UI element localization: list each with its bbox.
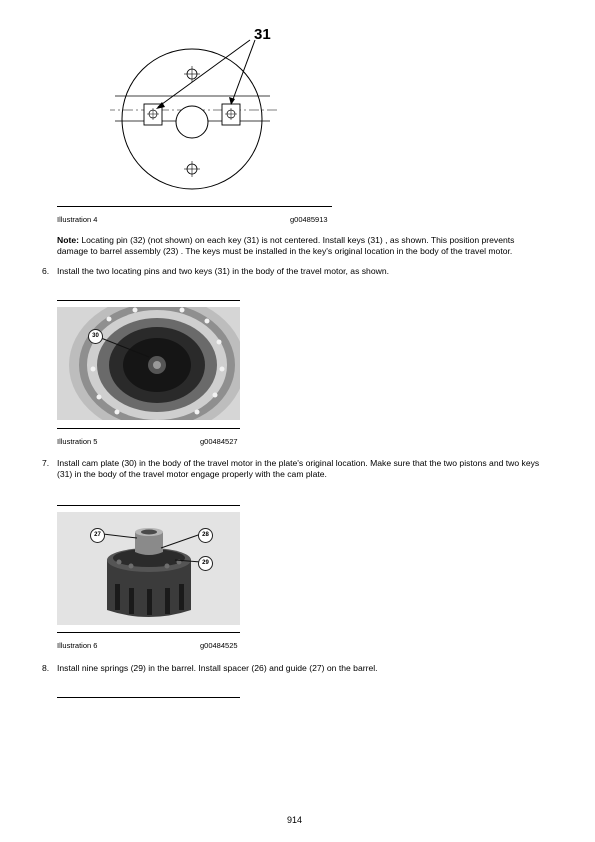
illustration-4-rule <box>57 206 332 207</box>
illustration-6-rule-top <box>57 505 240 506</box>
callout-label-31: 31 <box>254 26 271 43</box>
callout-28: 28 <box>198 528 213 543</box>
note-text: Locating pin (32) (not shown) on each key (31) is not centered. Install keys (31) , as shown. This position prevents damage to barrel assembly (23) . The keys must be installed in the key's original location in the body of the travel motor. <box>57 235 515 256</box>
step-8-text: Install nine springs (29) in the barrel. Install spacer (26) and guide (27) on the barrel. <box>57 663 378 673</box>
page-number: 914 <box>287 815 303 825</box>
illustration-7-rule-top <box>57 697 240 698</box>
step-6-number: 6. <box>42 266 50 276</box>
illustration-5-rule-top <box>57 300 240 301</box>
barrel-assembly-image <box>57 512 240 625</box>
illustration-6-photo <box>57 512 240 625</box>
callout-27: 27 <box>90 528 105 543</box>
illustration-5-code: g00484527 <box>200 437 238 446</box>
note-paragraph <box>57 235 547 257</box>
step-6-text: Install the two locating pins and two keys (31) in the body of the travel motor, as shown. <box>57 266 389 276</box>
callout-29: 29 <box>198 556 213 571</box>
illustration-4-code: g00485913 <box>290 215 328 224</box>
illustration-4-caption: Illustration 4 <box>57 215 98 224</box>
illustration-6-code: g00484525 <box>200 641 238 650</box>
callout-30: 30 <box>88 329 103 344</box>
travel-motor-body-image <box>57 307 240 420</box>
illustration-4-drawing <box>110 22 280 192</box>
step-8-number: 8. <box>42 663 50 673</box>
step-7-text: Install cam plate (30) in the body of the travel motor in the plate's original location. Make sure that the two pistons and two keys (31) in the body of the travel motor engage properly with the cam plate. <box>57 458 540 479</box>
illustration-6-rule-bottom <box>57 632 240 633</box>
illustration-5-rule-bottom <box>57 428 240 429</box>
illustration-6-caption: Illustration 6 <box>57 641 98 650</box>
illustration-5-photo <box>57 307 240 420</box>
note-label: Note: <box>57 235 79 245</box>
step-7-number: 7. <box>42 458 50 468</box>
illustration-5-caption: Illustration 5 <box>57 437 98 446</box>
